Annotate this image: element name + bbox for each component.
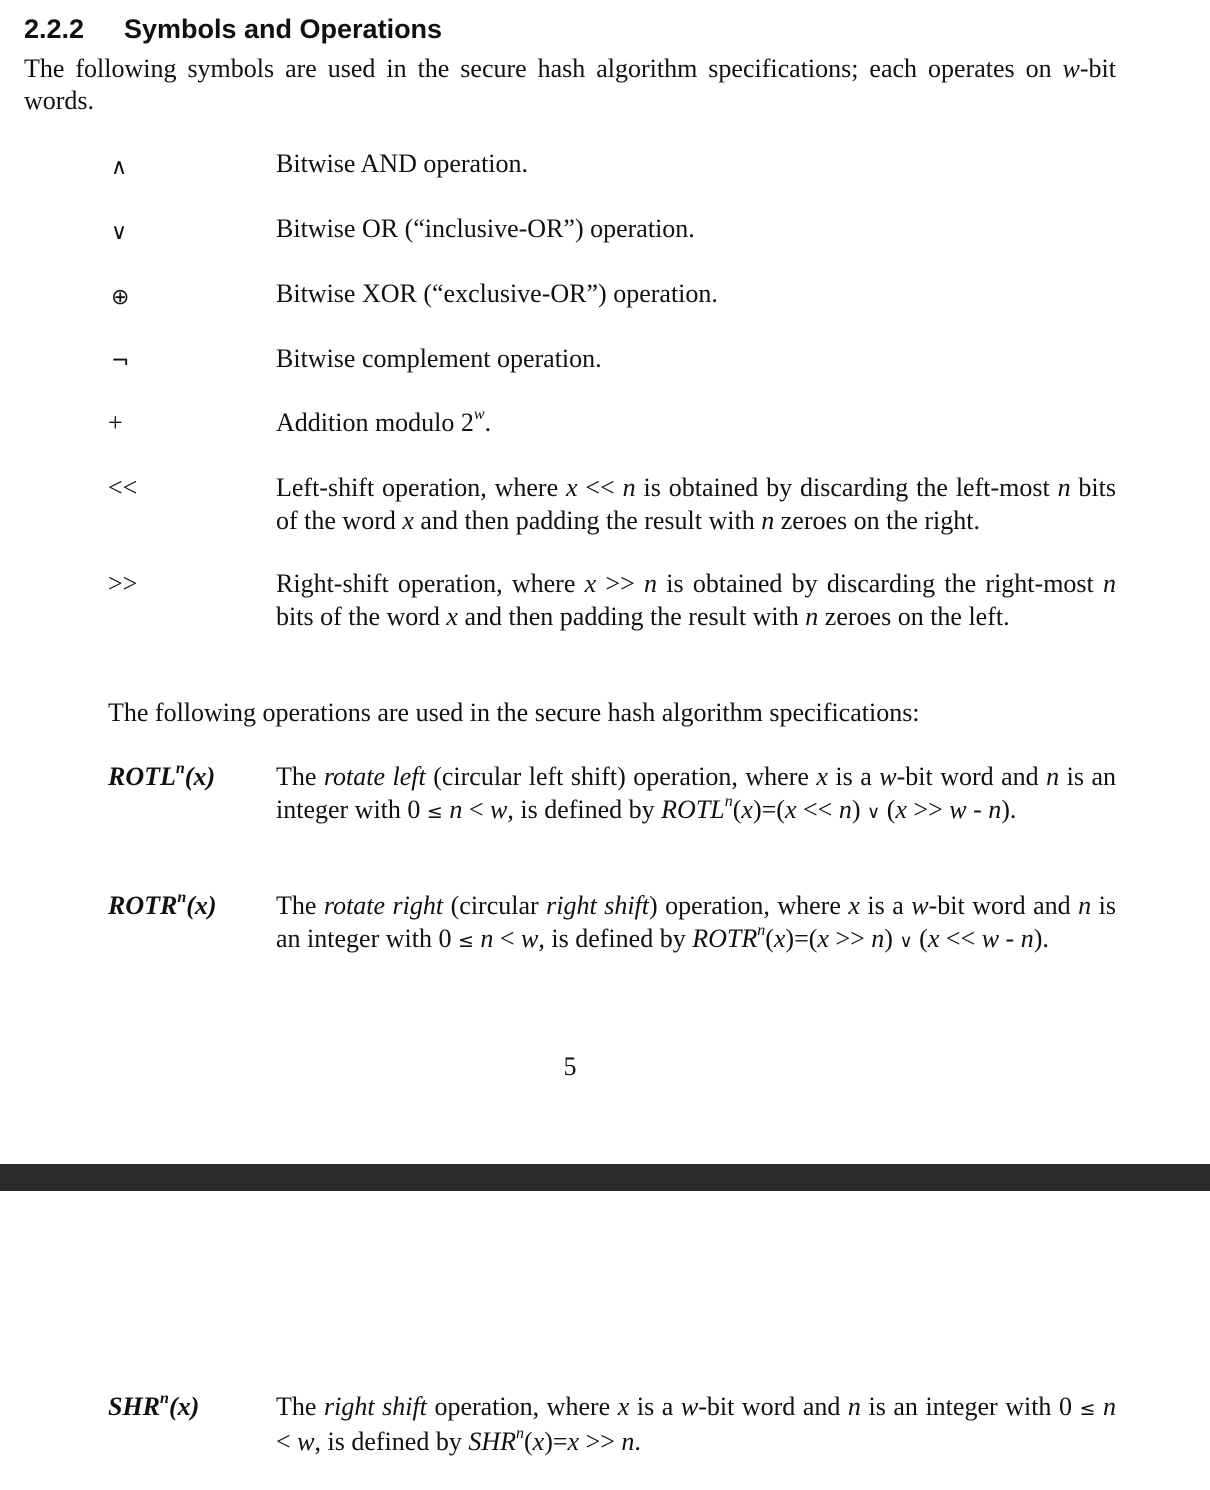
logical-or-icon: ∨ [111, 220, 128, 245]
operations-intro: The following operations are used in the secure hash algorithm specifications: [108, 698, 920, 727]
section-heading [24, 12, 442, 46]
not-sign-icon: ¬ [111, 349, 130, 374]
logical-and-icon: ∧ [111, 155, 128, 180]
symbol-description-right-shift: Right-shift operation, where x >> n is obtained by discarding the right-most n bits of the word x and then padding the result with n zeroes on the left. [276, 569, 1117, 631]
operation-description-rotl: The rotate left (circular left shift) operation, where x is a w-bit word and n is an integer with 0 ≤ n < w, is defined by $ROTL^n(x)=(x << n)$ ∨ (x >> w - n). [276, 762, 1116, 824]
operation-name-rotr: ROTR$^n$(x) [108, 889, 217, 920]
left-shift-symbol: << [108, 473, 138, 502]
symbol-description-and: Bitwise AND operation. [276, 149, 529, 178]
page-number: 5 [563, 1052, 577, 1081]
operation-description-rotr: The rotate right (circular right shift) operation, where x is a w-bit word and n is an integer with 0 ≤ n < w, is defined by $ROTR^n(x)=(x >> n)$ ∨ (x << w - n). [276, 891, 1117, 953]
section-number: 2.2.2 [24, 14, 85, 44]
circled-plus-icon: ⊕ [111, 285, 130, 310]
section-title: Symbols and Operations [124, 14, 443, 44]
symbol-description-xor: Bitwise XOR (“exclusive-OR”) operation. [276, 279, 718, 308]
intro-paragraph: The following symbols are used in the secure hash algorithm specifications; each operates on w-bit words. [24, 54, 1116, 115]
symbol-description-left-shift: Left-shift operation, where x << n is obtained by discarding the left-most n bits of the word x and then padding the result with n zeroes on the right. [276, 473, 1117, 535]
operation-name-shr: SHR$^n$(x) [108, 1390, 200, 1421]
symbol-description-addition: Addition modulo 2$^w$. [276, 406, 492, 437]
page-separator [0, 1164, 1210, 1191]
symbol-description-complement: Bitwise complement operation. [276, 344, 602, 373]
plus-symbol: + [108, 408, 123, 437]
operation-name-rotl: ROTL$^n$(x) [108, 760, 216, 791]
symbol-description-or: Bitwise OR (“inclusive-OR”) operation. [276, 214, 695, 243]
right-shift-symbol: >> [108, 569, 138, 598]
operation-description-shr: The right shift operation, where x is a w-bit word and n is an integer with 0 ≤ n < w, is defined by $SHR^n(x)=x >> n$. [276, 1392, 1117, 1456]
